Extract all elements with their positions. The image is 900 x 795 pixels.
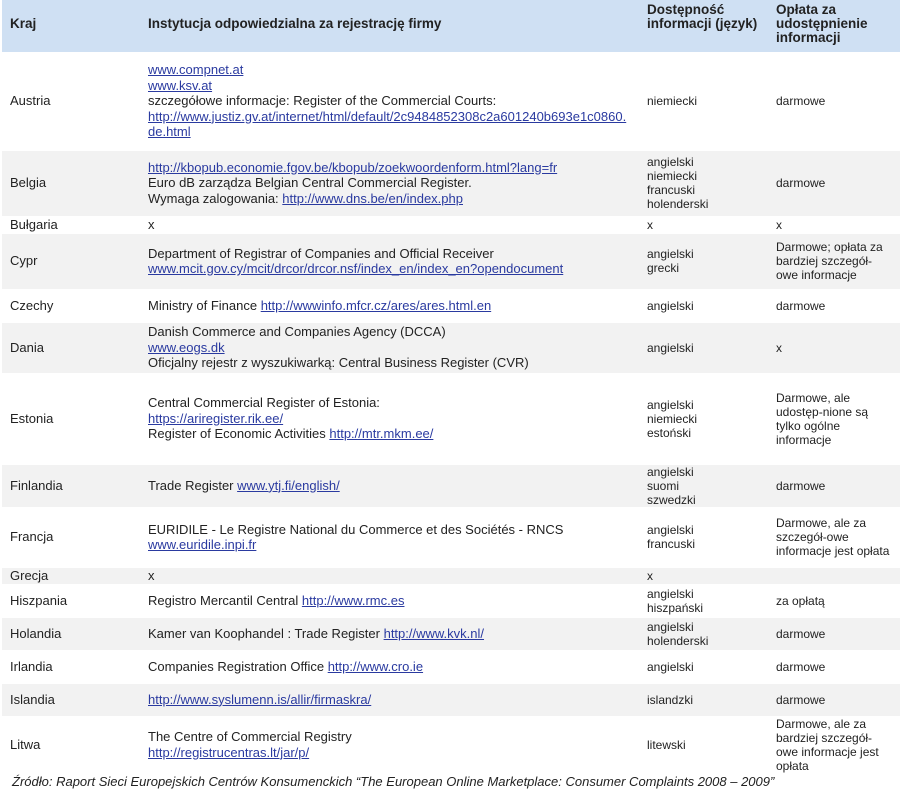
institution-text: EURIDILE - Le Registre National du Commerce et des Sociétés - RNCS: [148, 521, 564, 537]
language-item: francuski: [647, 537, 696, 551]
institution-line: [148, 62, 631, 78]
table-row: [2, 289, 900, 322]
language-cell: [639, 567, 768, 584]
institution-cell: [140, 507, 639, 567]
language-cell: [639, 233, 768, 289]
language-item: francuski: [647, 183, 696, 197]
fee-cell: darmowe: [768, 52, 900, 150]
institution-cell: [140, 567, 639, 584]
country-cell: Litwa: [2, 716, 140, 773]
fee-cell: darmowe: [768, 150, 900, 216]
institution-text: x: [148, 567, 155, 583]
institution-line: [148, 93, 631, 109]
institution-text: Registro Mercantil Central: [148, 592, 302, 608]
language-cell: [639, 617, 768, 650]
registry-link[interactable]: http://mtr.mkm.ee/: [329, 426, 434, 442]
country-cell: Estonia: [2, 373, 140, 464]
language-item: niemiecki: [647, 169, 698, 183]
table-row: [2, 617, 900, 650]
institution-cell: [140, 52, 639, 150]
country-cell: Bułgaria: [2, 216, 140, 233]
institution-line: [148, 109, 631, 140]
registry-link[interactable]: http://www.justiz.gv.at/internet/html/default/2c9484852308c2a601240b693e1c0860.de.html: [148, 108, 627, 139]
header-availability: Dostępność informacji (język): [639, 0, 768, 52]
institution-line: [148, 593, 631, 609]
institution-cell: [140, 289, 639, 322]
registry-link[interactable]: http://registrucentras.lt/jar/p/: [148, 744, 310, 760]
institution-text: szczegółowe informacje: Register of the Commercial Courts:: [148, 93, 497, 108]
language-cell: [639, 216, 768, 233]
registry-link[interactable]: http://www.cro.ie: [327, 658, 424, 674]
country-cell: Finlandia: [2, 464, 140, 507]
institution-cell: [140, 233, 639, 289]
institution-cell: [140, 373, 639, 464]
language-cell: [639, 683, 768, 716]
language-cell: [639, 584, 768, 617]
institution-cell: [140, 464, 639, 507]
institution-text: Oficjalny rejestr z wyszukiwarką: Central Business Register (CVR): [148, 355, 529, 371]
institution-cell: [140, 650, 639, 683]
language-cell: [639, 716, 768, 773]
language-item: niemiecki: [647, 411, 698, 426]
institution-cell: [140, 716, 639, 773]
institution-cell: [140, 584, 639, 617]
institution-line: [148, 659, 631, 675]
institution-line: [148, 411, 631, 427]
institution-line: [148, 426, 631, 442]
institution-line: [148, 217, 631, 233]
language-item: estoński: [647, 425, 692, 440]
fee-cell: Darmowe; opłata za bardziej szczegół-owe informacje: [768, 233, 900, 289]
fee-cell: darmowe: [768, 683, 900, 716]
language-cell: [639, 650, 768, 683]
language-item: hiszpański: [647, 600, 704, 615]
registry-link[interactable]: http://wwwinfo.mfcr.cz/ares/ares.html.en: [260, 297, 492, 313]
language-item: angielski: [647, 340, 694, 355]
language-item: szwedzki: [647, 492, 696, 507]
institution-text: Euro dB zarządza Belgian Central Commercial Register.: [148, 175, 472, 191]
fee-cell: darmowe: [768, 289, 900, 322]
language-cell: [639, 507, 768, 567]
language-item: angielski: [647, 659, 694, 674]
fee-cell: x: [768, 322, 900, 373]
institution-line: [148, 355, 631, 371]
institution-text: Department of Registrar of Companies and Official Receiver: [148, 245, 494, 261]
table-row: [2, 373, 900, 464]
language-item: angielski: [647, 298, 694, 313]
fee-cell: x: [768, 216, 900, 233]
institution-line: [148, 298, 631, 314]
country-cell: Austria: [2, 52, 140, 150]
fee-cell: darmowe: [768, 464, 900, 507]
institution-line: [148, 160, 631, 176]
table-row: [2, 683, 900, 716]
language-cell: [639, 322, 768, 373]
institution-text: x: [148, 216, 155, 232]
source-caption: Źródło: Raport Sieci Europejskich Centrów Konsumenckich “The European Online Marketplace: Consumer Complaints 2008 – 2009”: [12, 774, 775, 789]
language-item: grecki: [647, 261, 680, 275]
institution-cell: [140, 322, 639, 373]
table-body: [2, 52, 900, 773]
table-row: [2, 150, 900, 216]
header-institution: Instytucja odpowiedzialna za rejestrację firmy: [140, 0, 639, 52]
language-item: niemiecki: [647, 93, 698, 108]
registry-link[interactable]: www.ytj.fi/english/: [237, 477, 340, 493]
institution-text: Central Commercial Register of Estonia:: [148, 395, 380, 411]
country-cell: Cypr: [2, 233, 140, 289]
institution-line: [148, 692, 631, 708]
institution-text: Register of Economic Activities: [148, 426, 330, 442]
language-item: angielski: [647, 464, 694, 479]
institution-text: Danish Commerce and Companies Agency (DCCA): [148, 324, 446, 340]
table-row: [2, 216, 900, 233]
institution-cell: [140, 216, 639, 233]
institution-text: The Centre of Commercial Registry: [148, 729, 352, 744]
fee-cell: darmowe: [768, 650, 900, 683]
country-cell: Dania: [2, 322, 140, 373]
table-row: [2, 507, 900, 567]
fee-cell: darmowe: [768, 617, 900, 650]
language-item: x: [647, 217, 653, 232]
table-row: [2, 650, 900, 683]
fee-cell: Darmowe, ale za szczegół-owe informacje jest opłata: [768, 507, 900, 567]
country-cell: Czechy: [2, 289, 140, 322]
registry-link[interactable]: www.eogs.dk: [148, 339, 225, 355]
registry-link[interactable]: www.euridile.inpi.fr: [148, 537, 257, 552]
country-cell: Hiszpania: [2, 584, 140, 617]
language-item: x: [647, 568, 653, 583]
country-cell: Irlandia: [2, 650, 140, 683]
table-row: [2, 567, 900, 584]
fee-cell: [768, 567, 900, 584]
institution-text: Ministry of Finance: [148, 297, 261, 313]
language-cell: [639, 464, 768, 507]
institution-line: [148, 78, 631, 94]
institution-line: [148, 340, 631, 356]
language-item: suomi: [647, 478, 680, 493]
table-header-row: [2, 0, 900, 52]
country-cell: Belgia: [2, 150, 140, 216]
registry-link[interactable]: www.compnet.at: [148, 62, 244, 77]
language-item: islandzki: [647, 692, 694, 707]
table-row: [2, 584, 900, 617]
institution-line: [148, 261, 631, 277]
language-cell: [639, 150, 768, 216]
table-row: [2, 322, 900, 373]
registry-link[interactable]: http://www.rmc.es: [301, 592, 405, 608]
fee-cell: za opłatą: [768, 584, 900, 617]
registry-link[interactable]: http://www.kvk.nl/: [383, 625, 485, 641]
institution-line: [148, 246, 631, 262]
language-item: angielski: [647, 397, 694, 412]
institution-line: [148, 568, 631, 584]
table-row: [2, 233, 900, 289]
institution-line: [148, 324, 631, 340]
fee-cell: Darmowe, ale za bardziej szczegół-owe informacje jest opłata: [768, 716, 900, 773]
registry-link[interactable]: http://www.syslumenn.is/allir/firmaskra/: [148, 691, 372, 707]
language-item: holenderski: [647, 633, 709, 648]
registry-link[interactable]: www.mcit.gov.cy/mcit/drcor/drcor.nsf/index_en/index_en?opendocument: [148, 261, 564, 276]
institution-cell: [140, 617, 639, 650]
table-row: [2, 52, 900, 150]
registry-link[interactable]: https://ariregister.rik.ee/: [148, 410, 284, 426]
fee-cell: Darmowe, ale udostęp-nione są tylko ogólne informacje: [768, 373, 900, 464]
language-item: litewski: [647, 737, 686, 752]
registry-link[interactable]: http://www.dns.be/en/index.php: [282, 190, 463, 206]
institution-line: [148, 745, 631, 761]
institution-line: [148, 175, 631, 191]
language-item: angielski: [647, 523, 694, 537]
institution-line: [148, 191, 631, 207]
institution-line: [148, 478, 631, 494]
company-registry-table: [2, 0, 900, 774]
country-cell: Francja: [2, 507, 140, 567]
institution-text: Trade Register: [148, 477, 238, 493]
registry-table-container: [2, 0, 900, 774]
institution-text: Companies Registration Office: [148, 658, 328, 674]
language-cell: [639, 289, 768, 322]
institution-line: [148, 626, 631, 642]
language-cell: [639, 373, 768, 464]
institution-line: [148, 537, 631, 553]
institution-text: Wymaga zalogowania:: [148, 190, 283, 206]
registry-link[interactable]: http://kbopub.economie.fgov.be/kbopub/zoekwoordenform.html?lang=fr: [148, 159, 558, 175]
language-item: angielski: [647, 586, 694, 601]
institution-cell: [140, 683, 639, 716]
language-item: angielski: [647, 155, 694, 169]
header-fee: Opłata za udostępnienie informacji: [768, 0, 900, 52]
country-cell: Grecja: [2, 567, 140, 584]
language-item: holenderski: [647, 197, 709, 211]
institution-text: Kamer van Koophandel : Trade Register: [148, 625, 384, 641]
header-country: Kraj: [2, 0, 140, 52]
language-item: angielski: [647, 247, 694, 261]
country-cell: Holandia: [2, 617, 140, 650]
institution-cell: [140, 150, 639, 216]
registry-link[interactable]: www.ksv.at: [148, 77, 213, 93]
institution-line: [148, 522, 631, 538]
table-row: [2, 464, 900, 507]
table-row: [2, 716, 900, 773]
country-cell: Islandia: [2, 683, 140, 716]
institution-line: [148, 395, 631, 411]
institution-line: [148, 729, 631, 745]
language-item: angielski: [647, 619, 694, 634]
language-cell: [639, 52, 768, 150]
